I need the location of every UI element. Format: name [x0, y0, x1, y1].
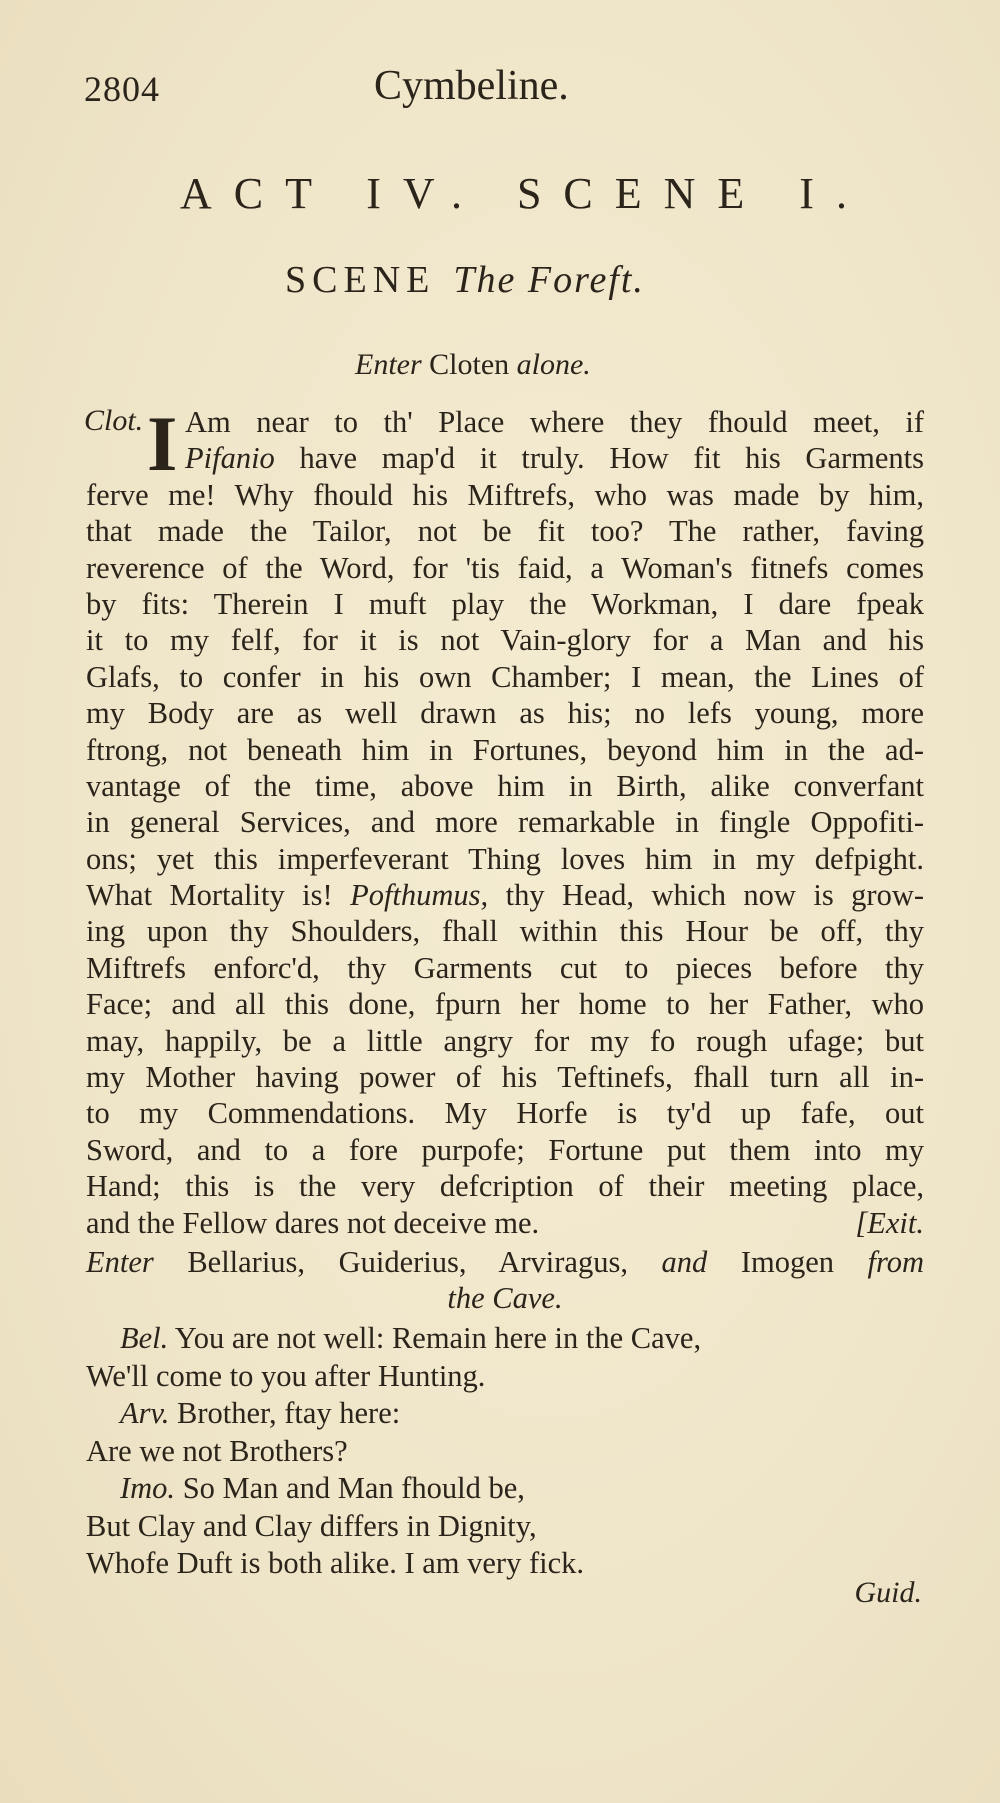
text-fragment: and the Fellow dares not deceive me.: [86, 1205, 540, 1240]
dialogue-line: [86, 1358, 924, 1396]
dialogue-line: [86, 1320, 924, 1358]
text-line: reverence of the Word, for 'tis faid, a Woman's fitnefs comes: [86, 550, 924, 585]
text-line: ing upon thy Shoulders, fhall within this Hour be off, thy: [86, 914, 924, 949]
stage-verb: Enter: [86, 1245, 154, 1279]
text-line: to my Commendations. My Horfe is ty'd up fafe, out: [86, 1096, 924, 1131]
stage-qualifier: alone.: [516, 348, 591, 381]
dialogue-text: Brother, ftay here:: [177, 1396, 401, 1430]
text-line: by fits: Therein I muft play the Workman, I dare fpeak: [86, 586, 924, 621]
dialogue-line: [86, 1395, 924, 1433]
text-fragment: What Mortality is!: [86, 878, 333, 913]
scene-label: SCENE: [285, 259, 436, 301]
text-line: Am near to th' Place where they fhould meet, if: [185, 405, 924, 439]
exit-direction: [Exit.: [855, 1205, 924, 1240]
dialogue-line: [86, 1508, 924, 1546]
text-line: Glafs, to confer in his own Chamber; I mean, the Lines of: [86, 659, 924, 694]
running-title: Cymbeline.: [374, 63, 569, 109]
stage-and: and: [661, 1245, 708, 1279]
text-fragment: thy Head, which now is grow-: [505, 878, 924, 913]
stage-continuation: the Cave.: [447, 1281, 563, 1316]
text-line: [86, 1244, 924, 1280]
character-name: Imogen: [740, 1245, 834, 1279]
text-line: [86, 877, 924, 913]
cloten-speech-opening: [185, 404, 924, 477]
text-line: my Body are as well drawn as his; no lefs young, more: [86, 696, 924, 731]
page-header: [84, 62, 920, 122]
dialogue-line: [86, 1545, 924, 1583]
character-names: Bellarius, Guiderius, Arviragus,: [187, 1245, 628, 1279]
speaker-clot: Clot.: [84, 404, 144, 437]
dialogue-line: [86, 1470, 924, 1508]
text-line: it to my felf, for it is not Vain-glory for a Man and his: [86, 623, 924, 658]
catchword: Guid.: [854, 1576, 922, 1609]
text-line: in general Services, and more remarkable in fingle Oppofiti-: [86, 805, 924, 840]
text-line: [86, 1205, 924, 1241]
page-number: 2804: [84, 69, 160, 109]
dialogue-text: Are we not Brothers?: [86, 1433, 348, 1468]
text-line: vantage of the time, above him in Birth, alike converfant: [86, 768, 924, 803]
dialogue-text: You are not well: Remain here in the Cave,: [174, 1321, 702, 1355]
name-pisanio: Pifanio: [185, 441, 275, 476]
dialogue-block: [86, 1320, 924, 1583]
dialogue-line: [86, 1433, 924, 1471]
stage-from: from: [867, 1245, 925, 1279]
name-posthumus: Pofthumus,: [350, 878, 489, 913]
text-fragment: have map'd it truly. How fit his Garments: [299, 441, 924, 476]
dialogue-text: We'll come to you after Hunting.: [86, 1358, 486, 1393]
text-line: ferve me! Why fhould his Miftrefs, who was made by him,: [86, 477, 924, 512]
character-name: Cloten: [429, 348, 510, 381]
dialogue-text: But Clay and Clay differs in Dignity,: [86, 1508, 537, 1543]
speaker-name: Arv.: [120, 1396, 170, 1430]
stage-direction-enter-cloten: [355, 348, 591, 382]
dialogue-text: So Man and Man fhould be,: [182, 1471, 525, 1505]
drop-capital: I: [147, 400, 178, 487]
speaker-name: Imo.: [120, 1471, 176, 1505]
text-line: Hand; this is the very defcription of their meeting place,: [86, 1169, 924, 1204]
dialogue-text: Whofe Duft is both alike. I am very fick.: [86, 1546, 585, 1580]
text-line: [185, 440, 924, 476]
cloten-speech-body: [86, 477, 924, 1241]
stage-direction-enter-group: [86, 1244, 924, 1317]
act-heading: ACT IV. SCENE I.: [180, 169, 869, 218]
text-line: that made the Tailor, not be fit too? The rather, faving: [86, 514, 924, 549]
text-line: may, happily, be a little angry for my fo rough ufage; but: [86, 1023, 924, 1058]
speaker-name: Bel.: [120, 1321, 169, 1355]
text-line: ons; yet this imperfeverant Thing loves him in my defpight.: [86, 841, 924, 876]
text-line: Sword, and to a fore purpofe; Fortune put them into my: [86, 1132, 924, 1167]
text-line: Face; and all this done, fpurn her home to her Father, who: [86, 987, 924, 1022]
text-line: my Mother having power of his Teftinefs, fhall turn all in-: [86, 1060, 924, 1095]
text-line: ftrong, not beneath him in Fortunes, beyond him in the ad-: [86, 732, 924, 767]
text-line: Miftrefs enforc'd, thy Garments cut to pieces before thy: [86, 950, 924, 985]
scene-heading: [285, 258, 645, 302]
scene-place: The Foreft.: [453, 259, 645, 301]
stage-verb: Enter: [355, 348, 422, 381]
